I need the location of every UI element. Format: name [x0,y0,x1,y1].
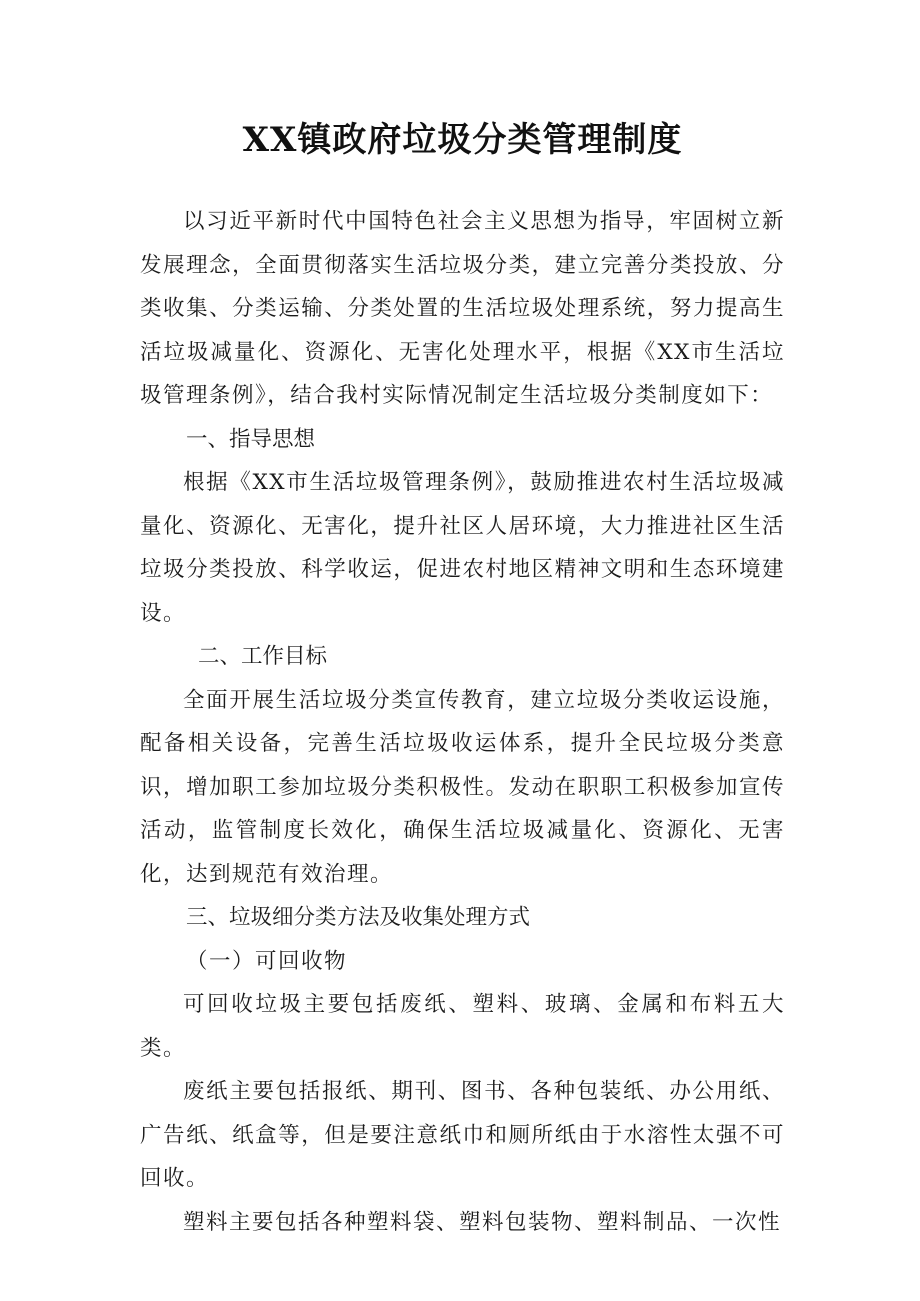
plastics-paragraph: 塑料主要包括各种塑料袋、塑料包装物、塑料制品、一次性 [183,1209,782,1235]
waste-paper-paragraph: 废纸主要包括报纸、期刊、图书、各种包装纸、办公用纸、广告纸、纸盒等，但是要注意纸巾和厕所纸由于水溶性太强不可回收。 [140,1079,785,1191]
section1-heading: 一、指导思想 [186,426,316,452]
section2-paragraph: 全面开展生活垃圾分类宣传教育，建立垃圾分类收运设施，配备相关设备，完善生活垃圾收运体系，提升全民垃圾分类意识，增加职工参加垃圾分类积极性。发动在职职工积极参加宣传活动，监管制度长效化，确保生活垃圾减量化、资源化、无害化，达到规范有效治理。 [140,687,785,887]
section3-heading: 三、垃圾细分类方法及收集处理方式 [186,905,531,930]
section1-paragraph: 根据《XX市生活垃圾管理条例》，鼓励推进农村生活垃圾减量化、资源化、无害化，提升社区人居环境，大力推进社区生活垃圾分类投放、科学收运，促进农村地区精神文明和生态环境建设。 [140,470,785,626]
recyclables-paragraph: 可回收垃圾主要包括废纸、塑料、玻璃、金属和布料五大类。 [140,992,785,1061]
document-title: XX镇政府垃圾分类管理制度 [242,120,683,160]
section2-heading: 二、工作目标 [198,644,328,669]
intro-paragraph: 以习近平新时代中国特色社会主义思想为指导，牢固树立新发展理念，全面贯彻落实生活垃圾分类，建立完善分类投放、分类收集、分类运输、分类处置的生活垃圾处理系统，努力提高生活垃圾减量化、资源化、无害化处理水平，根据《XX市生活垃圾管理条例》，结合我村实际情况制定生活垃圾分类制度如下： [140,209,785,408]
document-page [140,110,785,1244]
section3-subheading-recyclables: （一）可回收物 [186,948,348,974]
